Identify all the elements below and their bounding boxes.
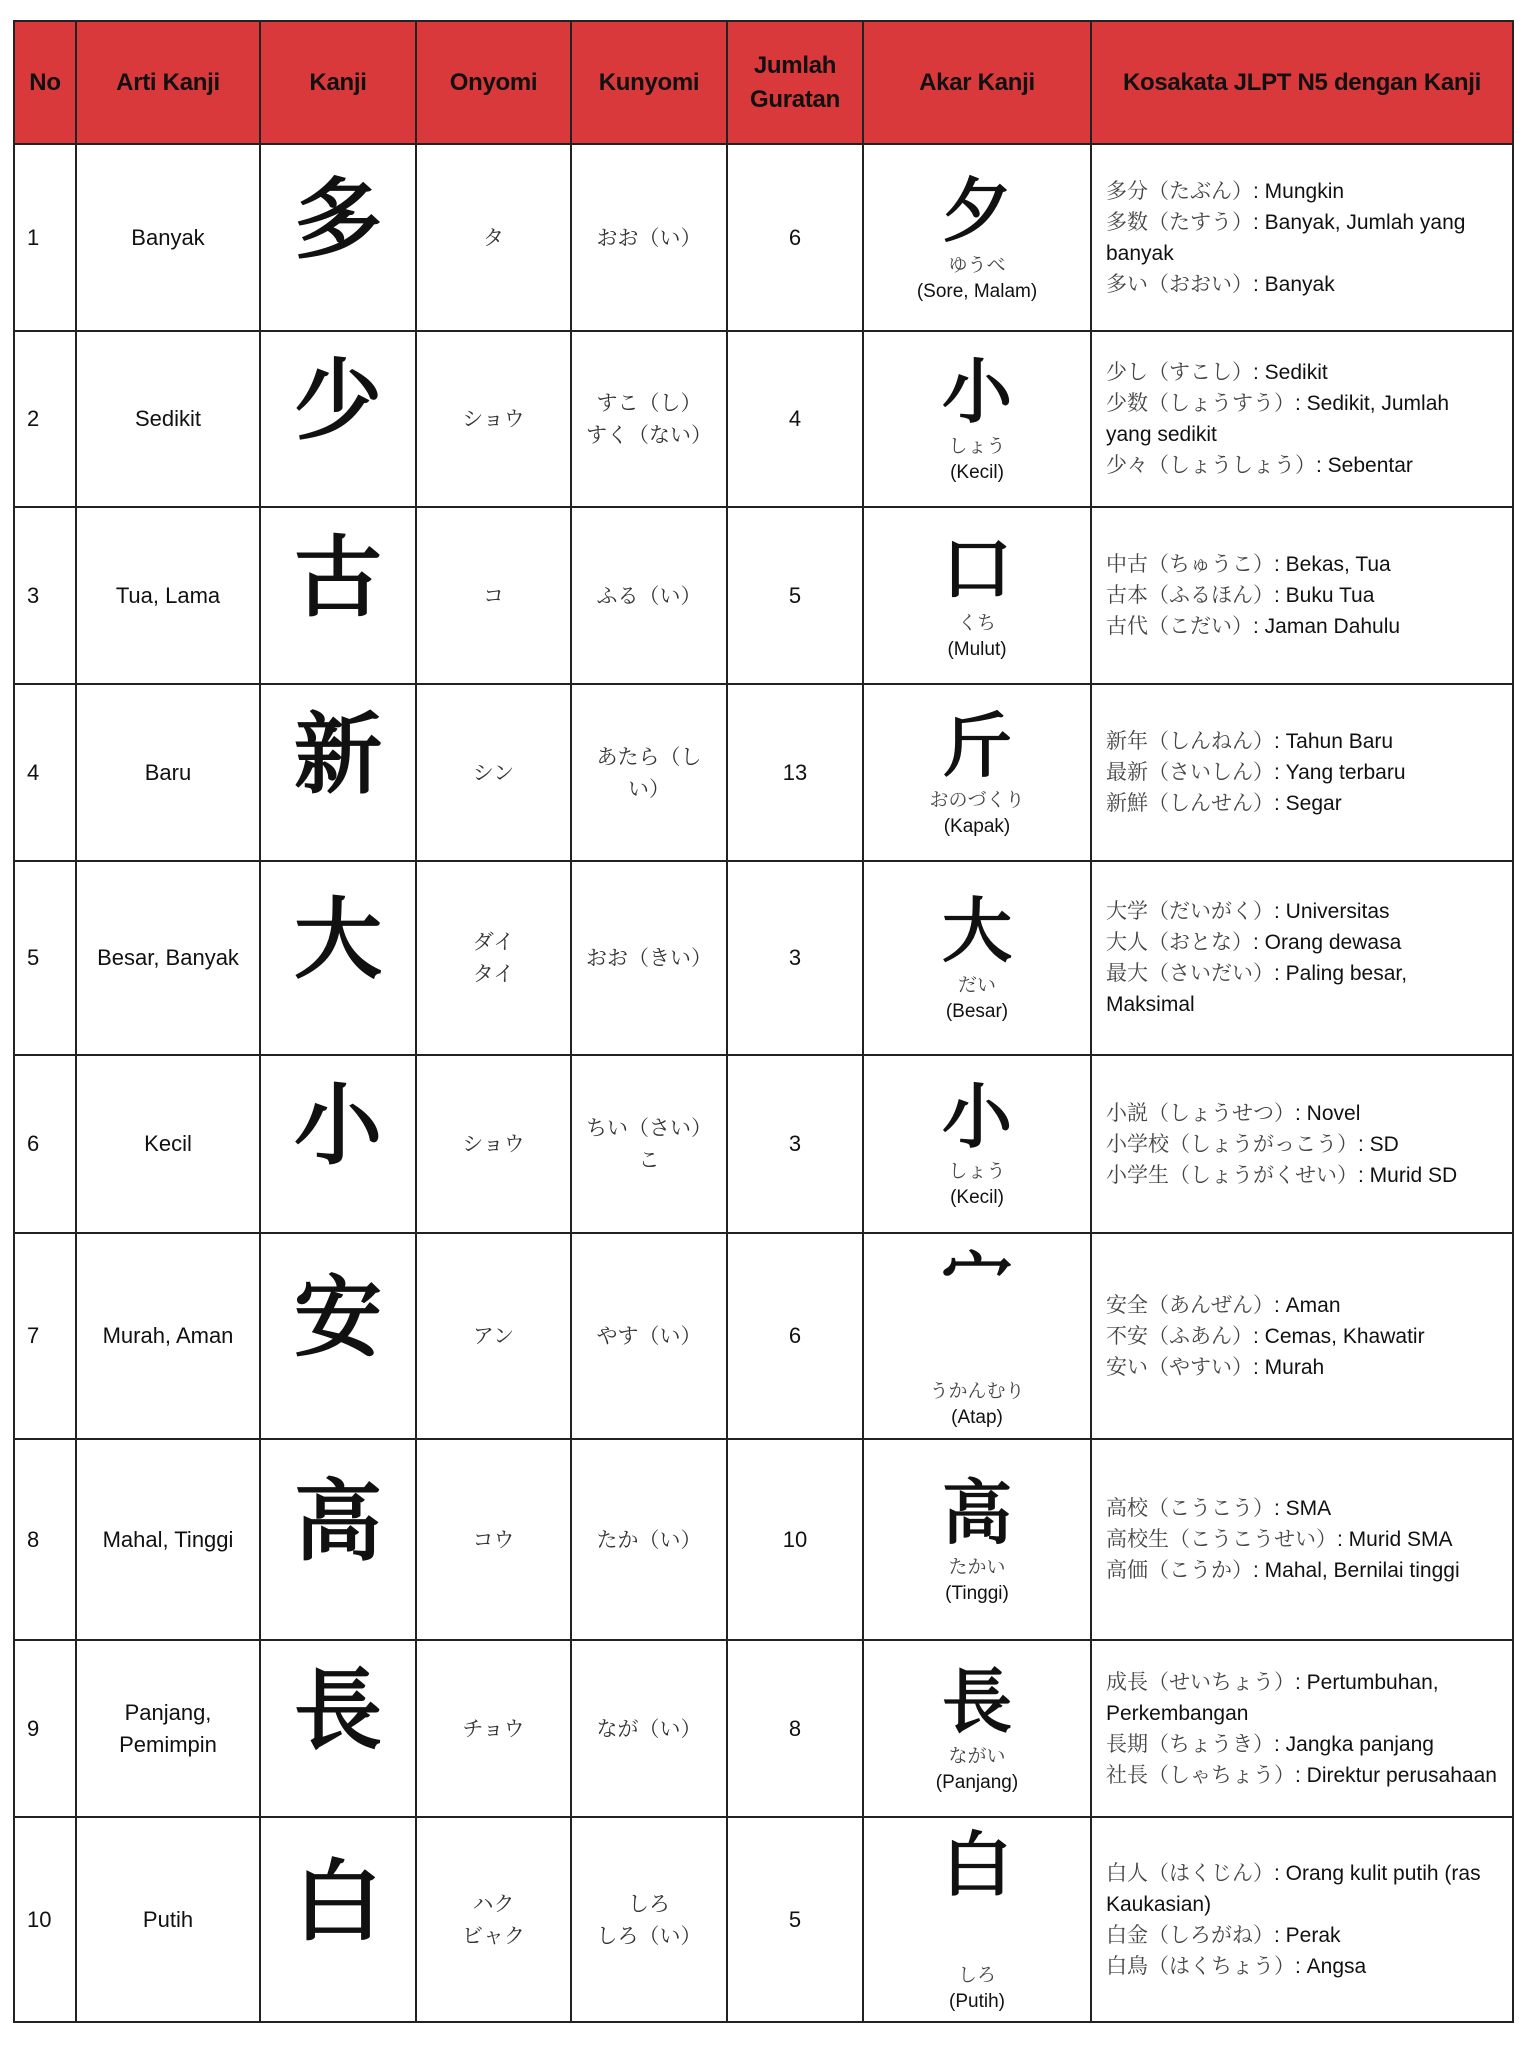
kanji-glyph: 白: [293, 1849, 382, 1953]
table-row: [14, 1055, 1513, 1233]
vocab-item: [1106, 580, 1500, 611]
akar-meaning: (Kapak): [943, 815, 1011, 837]
cell-onyomi: [416, 684, 571, 861]
vocab-japanese: 小説（しょうせつ）: [1106, 1100, 1295, 1125]
vocab-japanese: 安全（あんぜん）: [1106, 1292, 1274, 1317]
kanji-glyph: 高: [293, 1469, 382, 1573]
cell-kosakata: [1091, 684, 1513, 861]
table-row: [14, 1233, 1513, 1439]
vocab-meaning: : Murid SD: [1358, 1163, 1458, 1187]
cell-arti-kanji: Besar, Banyak: [76, 861, 260, 1055]
kunyomi-reading: なが（い）: [596, 1716, 702, 1741]
cell-kosakata: [1091, 1439, 1513, 1640]
vocab-meaning: : SD: [1358, 1132, 1399, 1156]
cell-kanji: [260, 331, 416, 507]
akar-meaning: (Besar): [945, 1001, 1009, 1022]
vocab-meaning: : Paling besar, Maksimal: [1106, 962, 1408, 1016]
cell-stroke-count: 3: [727, 1055, 863, 1233]
onyomi-reading: シン: [472, 760, 515, 785]
cell-kosakata: [1091, 144, 1513, 331]
vocab-japanese: 新鮮（しんせん）: [1106, 791, 1274, 815]
akar-meaning: (Kecil): [950, 462, 1004, 483]
vocab-meaning: : Universitas: [1274, 900, 1390, 923]
header-kosakata: Kosakata JLPT N5 dengan Kanji: [1091, 21, 1513, 144]
vocab-meaning: : Yang terbaru: [1274, 761, 1406, 784]
vocab-japanese: 白金（しろがね）: [1106, 1922, 1274, 1947]
vocab-meaning: : Jangka panjang: [1274, 1732, 1434, 1756]
header-jumlah-line2: Guratan: [750, 85, 840, 113]
table-row: [14, 684, 1513, 861]
vocab-meaning: : Segar: [1274, 792, 1342, 815]
akar-meaning: (Kecil): [950, 1187, 1004, 1208]
cell-kanji: [260, 1439, 416, 1640]
akar-glyph: 夕: [942, 169, 1012, 252]
vocab-item: [1106, 357, 1500, 388]
vocab-japanese: 白鳥（はくちょう）: [1106, 1953, 1295, 1978]
cell-akar-kanji: [863, 331, 1091, 507]
vocab-item: [1106, 1290, 1500, 1321]
vocab-item: [1106, 1352, 1500, 1383]
vocab-meaning: : Aman: [1274, 1293, 1341, 1317]
onyomi-reading: ショウ: [462, 407, 525, 431]
kanji-glyph: 安: [293, 1266, 382, 1369]
cell-no: 10: [14, 1817, 76, 2022]
vocab-japanese: 多数（たすう）: [1106, 209, 1253, 234]
cell-kanji: [260, 1055, 416, 1233]
cell-no: 4: [14, 684, 76, 861]
vocab-japanese: 小学校（しょうがっこう）: [1106, 1131, 1358, 1156]
vocab-japanese: 高校（こうこう）: [1106, 1496, 1274, 1520]
vocab-item: [1106, 1729, 1500, 1760]
header-jumlah-line1: Jumlah: [753, 51, 837, 79]
vocab-japanese: 不安（ふあん）: [1106, 1323, 1253, 1348]
vocab-meaning: : Murah: [1253, 1355, 1325, 1379]
akar-spacer: [864, 1321, 1090, 1377]
cell-stroke-count: 13: [727, 684, 863, 861]
cell-kanji: [260, 1817, 416, 2022]
cell-kanji: [260, 1233, 416, 1439]
vocab-japanese: 最新（さいしん）: [1106, 760, 1274, 784]
vocab-item: [1106, 176, 1500, 207]
header-kanji: Kanji: [260, 21, 416, 144]
kunyomi-reading: ちい（さい）: [586, 1116, 712, 1140]
akar-reading: ながい: [948, 1744, 1006, 1767]
cell-arti-kanji: Panjang, Pemimpin: [76, 1640, 260, 1817]
cell-stroke-count: 5: [727, 1817, 863, 2022]
onyomi-reading: アン: [472, 1324, 515, 1348]
cell-no: 8: [14, 1439, 76, 1640]
header-jumlah-guratan: [727, 21, 863, 144]
kunyomi-reading: しろ: [628, 1891, 670, 1916]
cell-kanji: [260, 507, 416, 684]
vocab-item: [1106, 1129, 1500, 1160]
onyomi-reading: コ: [483, 583, 504, 608]
vocab-meaning: : Sebentar: [1316, 454, 1413, 477]
kunyomi-reading: おお（い）: [596, 225, 702, 250]
vocab-item: [1106, 1858, 1500, 1920]
vocab-item: [1106, 1920, 1500, 1951]
vocab-japanese: 古代（こだい）: [1106, 614, 1253, 638]
table-row: [14, 1439, 1513, 1640]
akar-reading: しょう: [948, 1160, 1006, 1182]
vocab-item: [1106, 1951, 1500, 1982]
cell-kunyomi: [571, 1640, 727, 1817]
vocab-japanese: 高校生（こうこうせい）: [1106, 1527, 1337, 1551]
onyomi-reading: ダイ: [472, 930, 515, 954]
cell-kanji: [260, 144, 416, 331]
vocab-japanese: 多分（たぶん）: [1106, 178, 1253, 203]
cell-kunyomi: [571, 861, 727, 1055]
vocab-japanese: 古本（ふるほん）: [1106, 583, 1274, 607]
table-header: [14, 21, 1513, 144]
akar-meaning: (Atap): [951, 1407, 1003, 1428]
cell-akar-kanji: [863, 144, 1091, 331]
cell-stroke-count: 6: [727, 1233, 863, 1439]
cell-arti-kanji: Mahal, Tinggi: [76, 1439, 260, 1640]
vocab-japanese: 大学（だいがく）: [1106, 899, 1274, 923]
kunyomi-reading: たか（い）: [596, 1527, 702, 1552]
cell-no: 3: [14, 507, 76, 684]
vocab-item: [1106, 1321, 1500, 1352]
cell-no: 9: [14, 1640, 76, 1817]
cell-arti-kanji: Kecil: [76, 1055, 260, 1233]
cell-kunyomi: [571, 507, 727, 684]
vocab-meaning: : Angsa: [1295, 1954, 1367, 1978]
cell-arti-kanji: Putih: [76, 1817, 260, 2022]
akar-reading: うかんむり: [929, 1380, 1025, 1402]
kanji-glyph: 新: [293, 702, 382, 806]
vocab-meaning: : Buku Tua: [1274, 584, 1375, 607]
table-row: [14, 507, 1513, 684]
vocab-item: [1106, 757, 1500, 788]
akar-reading: くち: [957, 611, 996, 634]
vocab-item: [1106, 549, 1500, 580]
cell-akar-kanji: [863, 684, 1091, 861]
onyomi-reading: タ: [483, 225, 504, 250]
vocab-item: [1106, 269, 1500, 300]
vocab-japanese: 少数（しょうすう）: [1106, 391, 1295, 415]
cell-no: 5: [14, 861, 76, 1055]
cell-kunyomi: [571, 1055, 727, 1233]
cell-kosakata: [1091, 1233, 1513, 1439]
vocab-meaning: : Bekas, Tua: [1274, 553, 1391, 576]
vocab-item: [1106, 1667, 1500, 1729]
cell-stroke-count: 8: [727, 1640, 863, 1817]
cell-kunyomi: [571, 331, 727, 507]
akar-meaning: (Panjang): [935, 1771, 1019, 1793]
vocab-meaning: : Mahal, Bernilai tinggi: [1253, 1559, 1460, 1582]
cell-onyomi: [416, 1055, 571, 1233]
vocab-meaning: : SMA: [1274, 1497, 1332, 1520]
vocab-japanese: 多い（おおい）: [1106, 271, 1253, 296]
kunyomi-reading: しろ（い）: [596, 1923, 702, 1948]
cell-kosakata: [1091, 507, 1513, 684]
akar-glyph: 小: [942, 351, 1012, 433]
cell-onyomi: [416, 1233, 571, 1439]
vocab-meaning: : Banyak: [1253, 272, 1335, 296]
vocab-item: [1106, 1555, 1500, 1586]
kunyomi-reading: おお（きい）: [586, 946, 712, 970]
vocab-meaning: : Cemas, Khawatir: [1253, 1324, 1425, 1348]
akar-meaning: (Tinggi): [945, 1582, 1009, 1604]
onyomi-reading: コウ: [472, 1527, 515, 1552]
cell-stroke-count: 5: [727, 507, 863, 684]
cell-onyomi: [416, 861, 571, 1055]
akar-meaning: (Putih): [949, 1990, 1005, 2012]
vocab-item: [1106, 927, 1500, 958]
cell-arti-kanji: Murah, Aman: [76, 1233, 260, 1439]
onyomi-reading: ショウ: [462, 1132, 525, 1156]
kunyomi-reading: すく（ない）: [586, 423, 712, 447]
table-row: [14, 331, 1513, 507]
vocab-meaning: : Banyak, Jumlah yang banyak: [1106, 210, 1466, 265]
vocab-japanese: 少々（しょうしょう）: [1106, 453, 1316, 477]
kunyomi-reading: ふる（い）: [596, 583, 702, 608]
cell-no: 2: [14, 331, 76, 507]
akar-glyph: 小: [942, 1076, 1012, 1158]
cell-kosakata: [1091, 861, 1513, 1055]
cell-onyomi: [416, 1817, 571, 2022]
vocab-meaning: : Direktur perusahaan: [1295, 1763, 1497, 1787]
vocab-item: [1106, 1524, 1500, 1555]
cell-akar-kanji: [863, 1439, 1091, 1640]
cell-onyomi: [416, 144, 571, 331]
vocab-japanese: 小学生（しょうがくせい）: [1106, 1162, 1358, 1187]
vocab-meaning: : Sedikit: [1253, 361, 1328, 384]
table-row: [14, 861, 1513, 1055]
vocab-meaning: : Jaman Dahulu: [1253, 615, 1401, 638]
header-no: No: [14, 21, 76, 144]
vocab-item: [1106, 1098, 1500, 1129]
akar-glyph: 宀: [942, 1240, 1012, 1322]
header-kunyomi: Kunyomi: [571, 21, 727, 144]
akar-reading: ゆうべ: [948, 253, 1006, 276]
akar-reading: おのづくり: [929, 788, 1025, 811]
vocab-meaning: : Orang dewasa: [1253, 931, 1402, 954]
vocab-meaning: : Orang kulit putih (ras Kaukasian): [1106, 1861, 1481, 1916]
vocab-item: [1106, 788, 1500, 819]
cell-kunyomi: [571, 684, 727, 861]
akar-reading: だい: [957, 974, 996, 996]
vocab-meaning: : Pertumbuhan, Perkembangan: [1106, 1670, 1439, 1725]
cell-no: 7: [14, 1233, 76, 1439]
onyomi-reading: チョウ: [462, 1716, 525, 1741]
vocab-item: [1106, 611, 1500, 642]
cell-kunyomi: [571, 1233, 727, 1439]
cell-no: 1: [14, 144, 76, 331]
vocab-item: [1106, 207, 1500, 269]
vocab-japanese: 白人（はくじん）: [1106, 1860, 1274, 1885]
vocab-japanese: 新年（しんねん）: [1106, 729, 1274, 753]
cell-kosakata: [1091, 1817, 1513, 2022]
cell-kosakata: [1091, 1055, 1513, 1233]
kanji-glyph: 多: [293, 167, 382, 271]
table-body: [14, 144, 1513, 2022]
cell-onyomi: [416, 331, 571, 507]
table-row: [14, 144, 1513, 331]
vocab-item: [1106, 388, 1500, 450]
cell-onyomi: [416, 507, 571, 684]
vocab-japanese: 社長（しゃちょう）: [1106, 1762, 1295, 1787]
vocab-japanese: 最大（さいだい）: [1106, 961, 1274, 985]
vocab-japanese: 長期（ちょうき）: [1106, 1731, 1274, 1756]
vocab-japanese: 安い（やすい）: [1106, 1354, 1253, 1379]
akar-glyph: 斤: [942, 704, 1012, 787]
akar-glyph: 口: [942, 527, 1012, 610]
header-arti: Arti Kanji: [76, 21, 260, 144]
cell-stroke-count: 3: [727, 861, 863, 1055]
cell-no: 6: [14, 1055, 76, 1233]
vocab-meaning: : Sedikit, Jumlah yang sedikit: [1106, 392, 1450, 446]
cell-onyomi: [416, 1640, 571, 1817]
cell-akar-kanji: [863, 1233, 1091, 1439]
header-onyomi: Onyomi: [416, 21, 571, 144]
akar-glyph: 高: [942, 1471, 1012, 1554]
vocab-japanese: 中古（ちゅうこ）: [1106, 552, 1274, 576]
cell-kosakata: [1091, 1640, 1513, 1817]
vocab-item: [1106, 1760, 1500, 1791]
vocab-item: [1106, 1160, 1500, 1191]
kunyomi-reading: やす（い）: [596, 1324, 702, 1348]
kanji-glyph: 大: [293, 888, 382, 991]
cell-stroke-count: 6: [727, 144, 863, 331]
cell-arti-kanji: Baru: [76, 684, 260, 861]
vocab-meaning: : Murid SMA: [1337, 1528, 1453, 1551]
kanji-table: [13, 20, 1514, 2023]
vocab-meaning: : Tahun Baru: [1274, 730, 1394, 753]
cell-akar-kanji: [863, 1055, 1091, 1233]
kanji-glyph: 小: [293, 1074, 382, 1177]
akar-glyph: 白: [942, 1823, 1012, 1906]
cell-akar-kanji: [863, 861, 1091, 1055]
akar-glyph: 長: [942, 1660, 1012, 1743]
cell-akar-kanji: [863, 1640, 1091, 1817]
akar-meaning: (Mulut): [947, 638, 1007, 660]
kunyomi-reading: こ: [638, 1148, 660, 1172]
cell-arti-kanji: Banyak: [76, 144, 260, 331]
akar-reading: しろ: [957, 1963, 996, 1986]
kanji-glyph: 少: [293, 349, 382, 452]
table-row: [14, 1640, 1513, 1817]
cell-akar-kanji: [863, 507, 1091, 684]
cell-arti-kanji: Sedikit: [76, 331, 260, 507]
cell-kunyomi: [571, 144, 727, 331]
cell-kosakata: [1091, 331, 1513, 507]
akar-glyph: 大: [942, 890, 1012, 972]
kanji-glyph: 長: [293, 1658, 382, 1762]
cell-kanji: [260, 684, 416, 861]
akar-meaning: (Sore, Malam): [916, 280, 1038, 302]
vocab-meaning: : Perak: [1274, 1923, 1341, 1947]
cell-kunyomi: [571, 1817, 727, 2022]
kunyomi-reading: あたら（しい）: [596, 744, 702, 801]
akar-reading: しょう: [948, 435, 1006, 457]
header-akar: Akar Kanji: [863, 21, 1091, 144]
cell-stroke-count: 10: [727, 1439, 863, 1640]
vocab-meaning: : Mungkin: [1253, 179, 1345, 203]
akar-spacer: [864, 1905, 1090, 1961]
cell-akar-kanji: [863, 1817, 1091, 2022]
kunyomi-reading: すこ（し）: [596, 391, 702, 415]
cell-kanji: [260, 1640, 416, 1817]
vocab-japanese: 高価（こうか）: [1106, 1558, 1253, 1582]
cell-kunyomi: [571, 1439, 727, 1640]
cell-arti-kanji: Tua, Lama: [76, 507, 260, 684]
onyomi-reading: ハク: [472, 1891, 515, 1916]
onyomi-reading: ビャク: [462, 1923, 525, 1948]
vocab-item: [1106, 726, 1500, 757]
akar-reading: たかい: [948, 1555, 1006, 1578]
cell-stroke-count: 4: [727, 331, 863, 507]
cell-onyomi: [416, 1439, 571, 1640]
cell-kanji: [260, 861, 416, 1055]
vocab-meaning: : Novel: [1295, 1101, 1361, 1125]
vocab-japanese: 成長（せいちょう）: [1106, 1669, 1295, 1694]
vocab-item: [1106, 896, 1500, 927]
table-row: [14, 1817, 1513, 2022]
vocab-japanese: 少し（すこし）: [1106, 360, 1253, 384]
vocab-item: [1106, 958, 1500, 1020]
onyomi-reading: タイ: [472, 962, 515, 986]
vocab-item: [1106, 1493, 1500, 1524]
vocab-japanese: 大人（おとな）: [1106, 930, 1253, 954]
vocab-item: [1106, 450, 1500, 481]
kanji-glyph: 古: [293, 525, 382, 629]
